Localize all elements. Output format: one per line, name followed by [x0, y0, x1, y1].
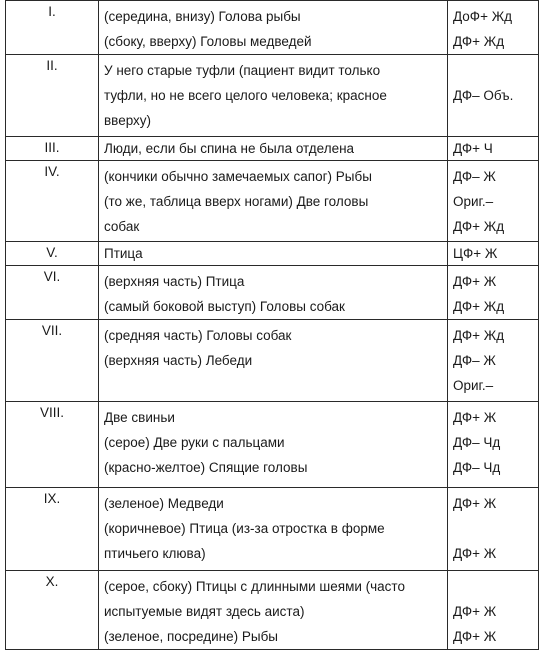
scoring-code-line: ДФ+ Ж [453, 410, 497, 425]
table-row [6, 55, 539, 137]
scoring-code-line: ДФ+ Жд [453, 34, 505, 49]
response-line: (красно-желтое) Спящие головы [104, 460, 308, 475]
scoring-code-line [453, 58, 534, 83]
response-line: (коричневое) Птица (из-за отростка в форме [104, 521, 385, 536]
scoring-code-line: ДФ+ Ж [453, 496, 497, 511]
scoring-code-line: ДФ+ Ч [453, 141, 493, 156]
scoring-code [448, 402, 539, 488]
scoring-code-line [453, 574, 534, 599]
table-row [6, 242, 539, 266]
scoring-code-line: ДФ+ Жд [453, 328, 505, 343]
response-text [99, 488, 448, 571]
table-row [6, 161, 539, 242]
scoring-code [448, 320, 539, 402]
scoring-code-line: ДФ+ Ж [453, 546, 497, 561]
response-text [99, 402, 448, 488]
scoring-code-line: ЦФ+ Ж [453, 246, 498, 261]
response-text [99, 242, 448, 266]
scoring-code [448, 137, 539, 161]
response-line: (самый боковой выступ) Головы собак [104, 299, 345, 314]
response-text [99, 266, 448, 320]
table-row [6, 488, 539, 571]
scoring-code-line: ДФ+ Ж [453, 604, 497, 619]
response-line: птичьего клюва) [104, 546, 206, 561]
response-text [99, 161, 448, 242]
response-line: (зеленое) Медведи [104, 496, 224, 511]
card-number: VIII. [6, 402, 99, 488]
scoring-code-line: ДФ+ Ж [453, 629, 497, 644]
response-line: туфли, но не всего целого человека; красное [104, 88, 387, 103]
response-text [99, 320, 448, 402]
response-line: (середина, внизу) Голова рыбы [104, 9, 301, 24]
scoring-code-line: ДФ+ Жд [453, 219, 505, 234]
scoring-code-line: Ориг.– [453, 378, 494, 393]
response-line: (средняя часть) Головы собак [104, 328, 292, 343]
response-line: вверху) [104, 113, 152, 128]
card-number: IX. [6, 488, 99, 571]
scoring-code-line: ДФ– Ж [453, 169, 496, 184]
response-text [99, 55, 448, 137]
response-line: (зеленое, посредине) Рыбы [104, 629, 279, 644]
table-row [6, 571, 539, 650]
response-line: (кончики обычно замечаемых сапог) Рыбы [104, 169, 372, 184]
response-line: испытуемые видят здесь аиста) [104, 604, 305, 619]
scoring-code [448, 55, 539, 137]
card-number: VI. [6, 266, 99, 320]
scoring-code [448, 1, 539, 55]
card-number: III. [6, 137, 99, 161]
scoring-code-line: ДФ– Чд [453, 460, 501, 475]
scoring-code-line: Ориг.– [453, 194, 494, 209]
response-line: (сбоку, вверху) Головы медведей [104, 34, 312, 49]
response-text [99, 571, 448, 650]
table-row [6, 266, 539, 320]
scoring-code-line: ДФ– Объ. [453, 88, 514, 103]
table-row [6, 402, 539, 488]
card-number: I. [6, 1, 99, 55]
scoring-code-line: ДоФ+ Жд [453, 9, 513, 24]
response-text [99, 137, 448, 161]
scoring-code [448, 571, 539, 650]
scoring-code-line: ДФ– Ж [453, 353, 496, 368]
scoring-code-line: ДФ– Чд [453, 435, 501, 450]
response-line: (серое, сбоку) Птицы с длинными шеями (часто [104, 579, 405, 594]
card-number: V. [6, 242, 99, 266]
scoring-code [448, 161, 539, 242]
scoring-code-line [453, 516, 534, 541]
response-line: (верхняя часть) Лебеди [104, 353, 253, 368]
scoring-code-line [453, 108, 534, 133]
scoring-code [448, 266, 539, 320]
table-row [6, 137, 539, 161]
response-line: Люди, если бы спина не была отделена [104, 141, 355, 156]
scoring-code [448, 242, 539, 266]
response-line: У него старые туфли (пациент видит только [104, 63, 381, 78]
response-line: Две свиньи [104, 410, 175, 425]
response-line: собак [104, 219, 140, 234]
scoring-code [448, 488, 539, 571]
card-number: II. [6, 55, 99, 137]
card-number: VII. [6, 320, 99, 402]
response-line [104, 373, 443, 398]
card-number: X. [6, 571, 99, 650]
response-line: (то же, таблица вверх ногами) Две головы [104, 194, 369, 209]
card-number: IV. [6, 161, 99, 242]
scoring-code-line: ДФ+ Жд [453, 299, 505, 314]
table-row [6, 1, 539, 55]
response-line: (верхняя часть) Птица [104, 274, 245, 289]
responses-table-body [6, 1, 539, 650]
response-text [99, 1, 448, 55]
scoring-code-line: ДФ+ Ж [453, 274, 497, 289]
table-row [6, 320, 539, 402]
response-line: Птица [104, 246, 143, 261]
responses-table [5, 0, 539, 650]
response-line: (серое) Две руки с пальцами [104, 435, 285, 450]
